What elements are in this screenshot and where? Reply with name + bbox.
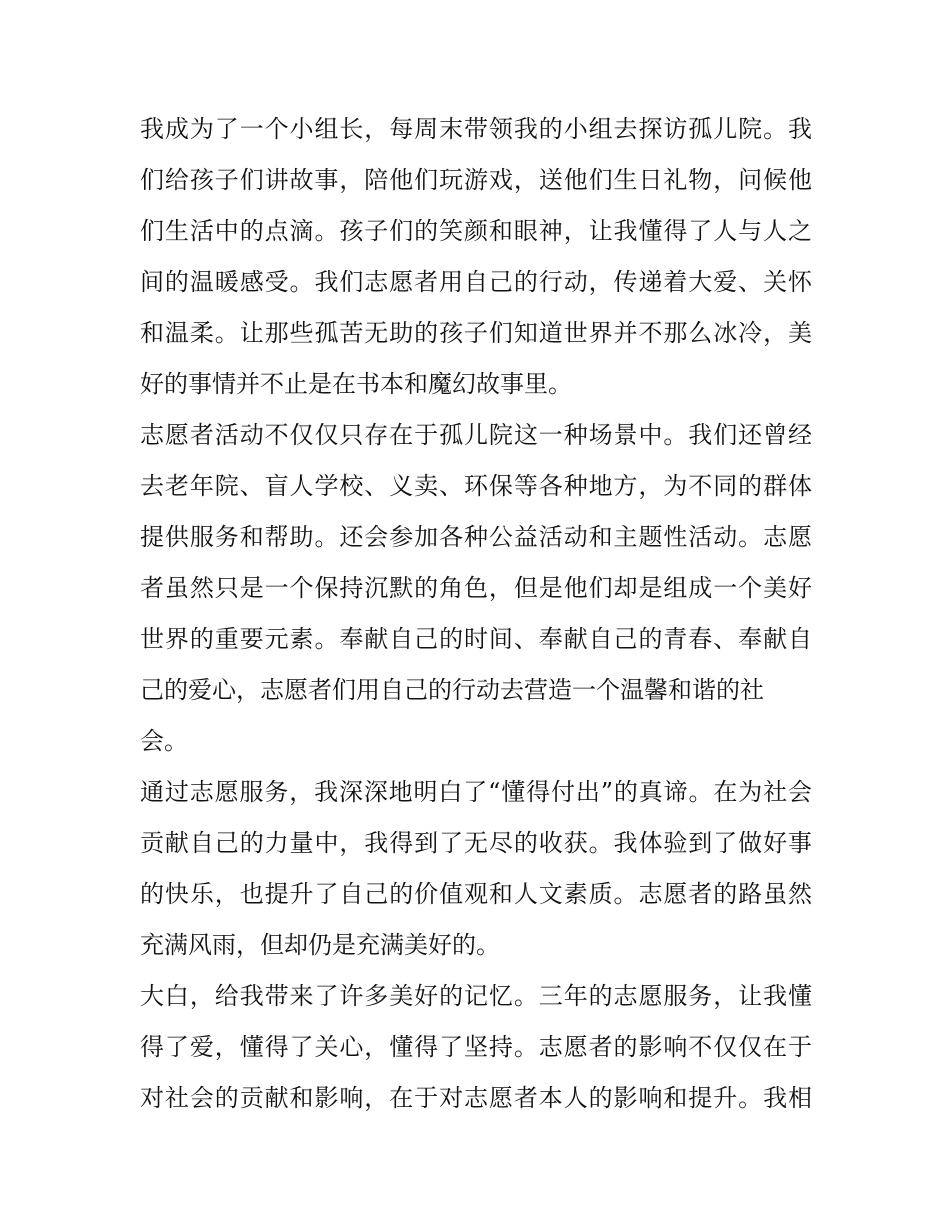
text-line: 贡献自己的力量中，我得到了无尽的收获。我体验到了做好事 bbox=[140, 829, 812, 857]
text-line: 己的爱心，志愿者们用自己的行动去营造一个温馨和谐的社 bbox=[140, 676, 764, 704]
text-line: 的快乐，也提升了自己的价值观和人文素质。志愿者的路虽然 bbox=[140, 880, 812, 908]
text-line: 们给孩子们讲故事，陪他们玩游戏，送他们生日礼物，问候他 bbox=[140, 166, 812, 194]
text-line: 和温柔。让那些孤苦无助的孩子们知道世界并不那么冰冷，美 bbox=[140, 319, 812, 347]
text-line: 得了爱，懂得了关心，懂得了坚持。志愿者的影响不仅仅在于 bbox=[140, 1033, 812, 1061]
text-line: 间的温暖感受。我们志愿者用自己的行动，传递着大爱、关怀 bbox=[140, 268, 812, 296]
text-line: 我成为了一个小组长，每周末带领我的小组去探访孤儿院。我 bbox=[140, 115, 812, 143]
text-line: 会。 bbox=[140, 727, 188, 755]
document-page bbox=[140, 104, 812, 1124]
text-line: 们生活中的点滴。孩子们的笑颜和眼神，让我懂得了人与人之 bbox=[140, 217, 812, 245]
text-line: 志愿者活动不仅仅只存在于孤儿院这一种场景中。我们还曾经 bbox=[140, 421, 812, 449]
text-line: 去老年院、盲人学校、义卖、环保等各种地方，为不同的群体 bbox=[140, 472, 812, 500]
text-line: 者虽然只是一个保持沉默的角色，但是他们却是组成一个美好 bbox=[140, 574, 812, 602]
text-line: 提供服务和帮助。还会参加各种公益活动和主题性活动。志愿 bbox=[140, 523, 812, 551]
text-line: 通过志愿服务，我深深地明白了“懂得付出”的真谛。在为社会 bbox=[140, 778, 812, 806]
text-line: 世界的重要元素。奉献自己的时间、奉献自己的青春、奉献自 bbox=[140, 625, 812, 653]
text-line: 对社会的贡献和影响，在于对志愿者本人的影响和提升。我相 bbox=[140, 1084, 812, 1112]
text-line: 大白，给我带来了许多美好的记忆。三年的志愿服务，让我懂 bbox=[140, 982, 812, 1010]
text-line: 充满风雨，但却仍是充满美好的。 bbox=[140, 931, 500, 959]
text-line: 好的事情并不止是在书本和魔幻故事里。 bbox=[140, 370, 572, 398]
